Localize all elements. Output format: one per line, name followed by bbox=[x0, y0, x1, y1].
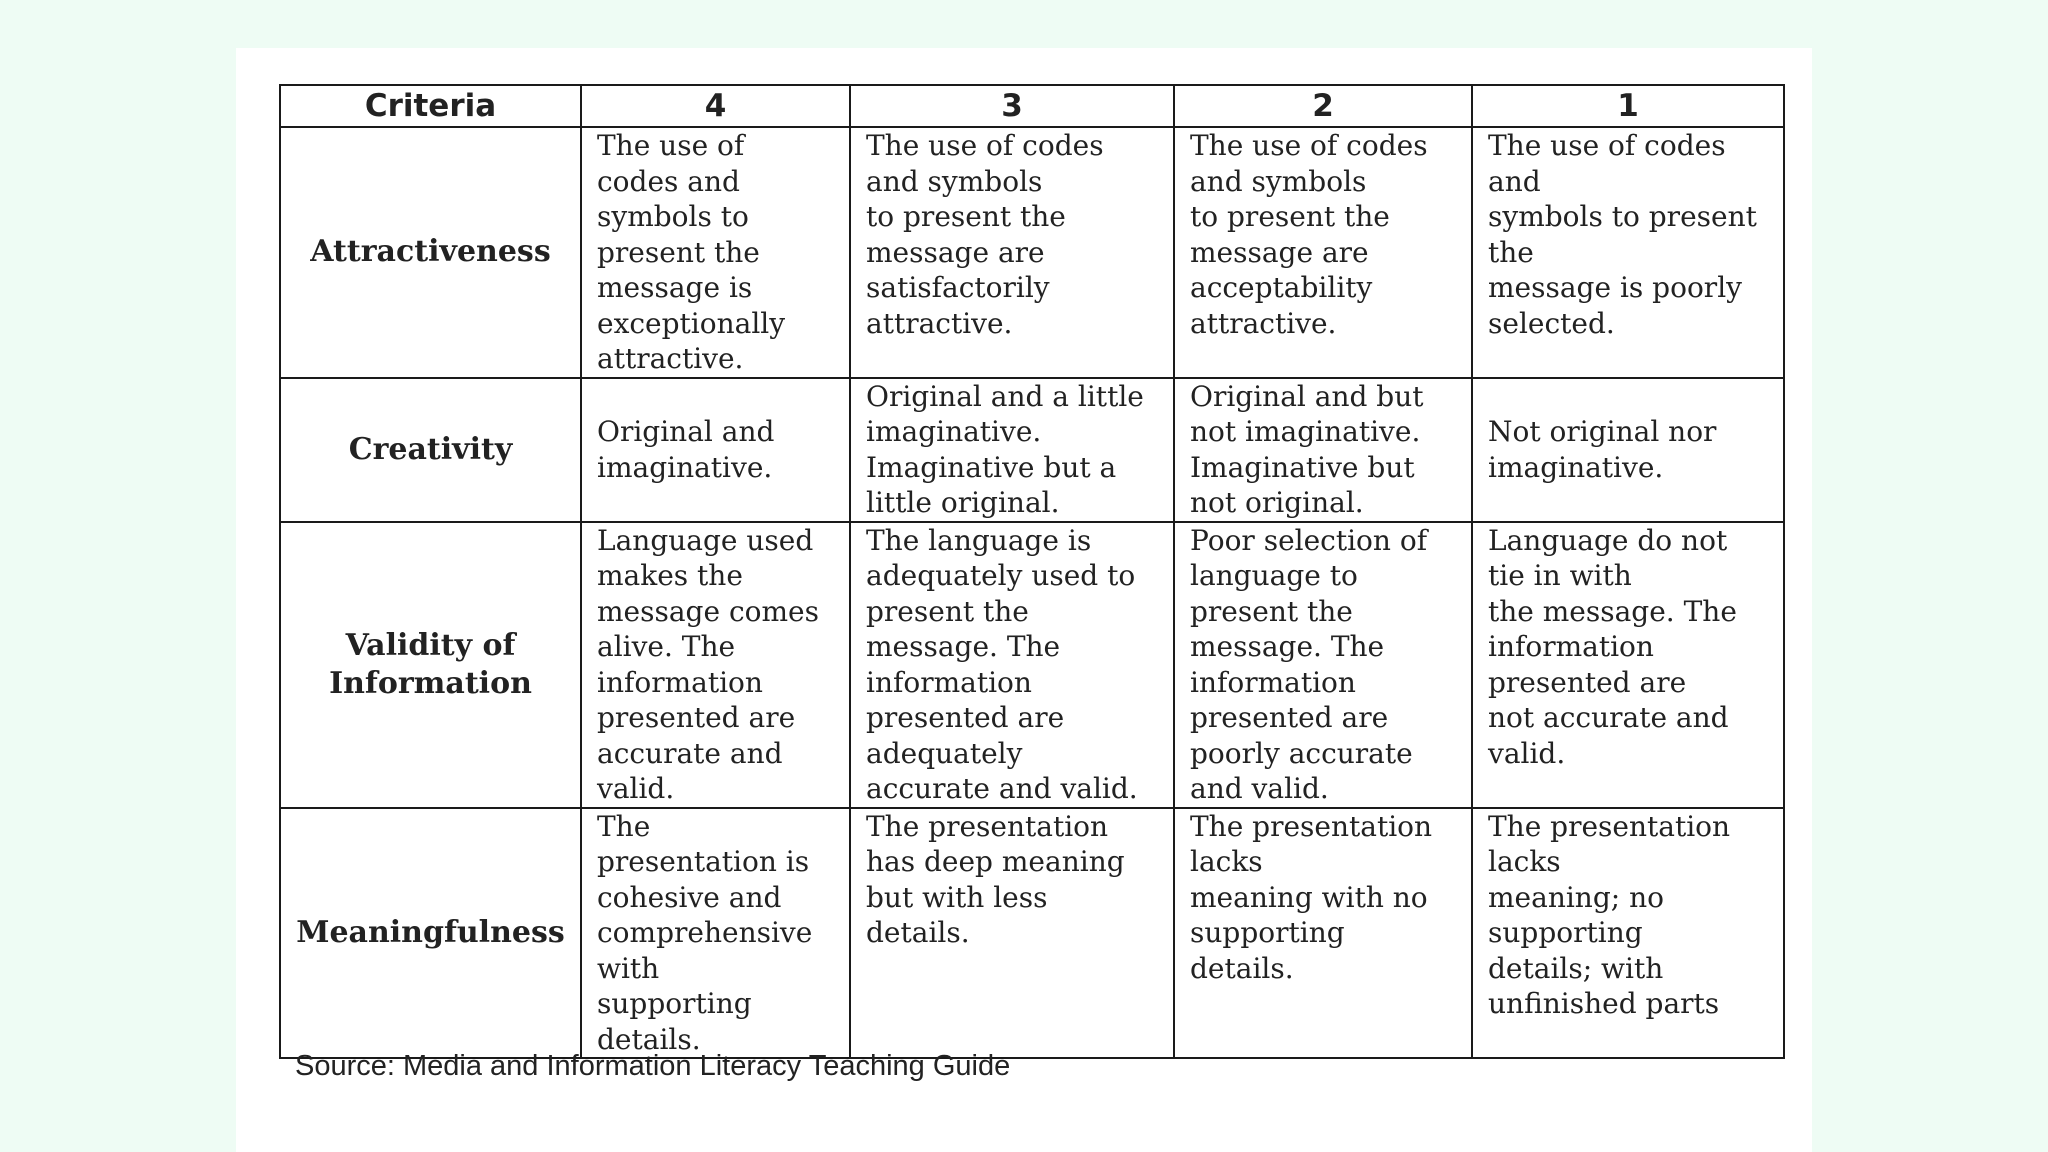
table-row bbox=[280, 127, 1784, 378]
criterion-label: Validity of Information bbox=[280, 522, 581, 808]
header-score-3: 3 bbox=[850, 85, 1174, 127]
descriptor-cell: Language do not tie in with the message. The information presented are not accurate and valid. bbox=[1472, 522, 1784, 808]
header-row bbox=[280, 85, 1784, 127]
descriptor-cell: The language is adequately used to present the message. The information presented are adequately accurate and valid. bbox=[850, 522, 1174, 808]
descriptor-cell: The presentation lacks meaning with no supporting details. bbox=[1174, 808, 1472, 1059]
descriptor-cell: The use of codes and symbols to present the message are acceptability attractive. bbox=[1174, 127, 1472, 378]
table-row bbox=[280, 378, 1784, 522]
descriptor-cell: The presentation is cohesive and comprehensive with supporting details. bbox=[581, 808, 850, 1059]
rubric-table bbox=[279, 84, 1785, 1059]
descriptor-cell: The use of codes and symbols to present the message are satisfactorily attractive. bbox=[850, 127, 1174, 378]
header-criteria: Criteria bbox=[280, 85, 581, 127]
document-page bbox=[236, 48, 1812, 1152]
descriptor-cell: Original and but not imaginative. Imaginative but not original. bbox=[1174, 378, 1472, 522]
table-row bbox=[280, 808, 1784, 1059]
descriptor-cell: Poor selection of language to present the message. The information presented are poorly accurate and valid. bbox=[1174, 522, 1472, 808]
descriptor-cell: The presentation lacks meaning; no supporting details; with unfinished parts bbox=[1472, 808, 1784, 1059]
descriptor-cell: Language used makes the message comes alive. The information presented are accurate and valid. bbox=[581, 522, 850, 808]
descriptor-cell: Original and a little imaginative. Imaginative but a little original. bbox=[850, 378, 1174, 522]
descriptor-cell: Not original nor imaginative. bbox=[1472, 378, 1784, 522]
descriptor-cell: Original and imaginative. bbox=[581, 378, 850, 522]
criterion-label: Creativity bbox=[280, 378, 581, 522]
criterion-label: Attractiveness bbox=[280, 127, 581, 378]
source-caption: Source: Media and Information Literacy Teaching Guide bbox=[295, 1050, 1011, 1082]
criterion-label: Meaningfulness bbox=[280, 808, 581, 1059]
descriptor-cell: The presentation has deep meaning but with less details. bbox=[850, 808, 1174, 1059]
descriptor-cell: The use of codes and symbols to present the message is exceptionally attractive. bbox=[581, 127, 850, 378]
header-score-2: 2 bbox=[1174, 85, 1472, 127]
table-row bbox=[280, 522, 1784, 808]
header-score-1: 1 bbox=[1472, 85, 1784, 127]
descriptor-cell: The use of codes and symbols to present the message is poorly selected. bbox=[1472, 127, 1784, 378]
header-score-4: 4 bbox=[581, 85, 850, 127]
